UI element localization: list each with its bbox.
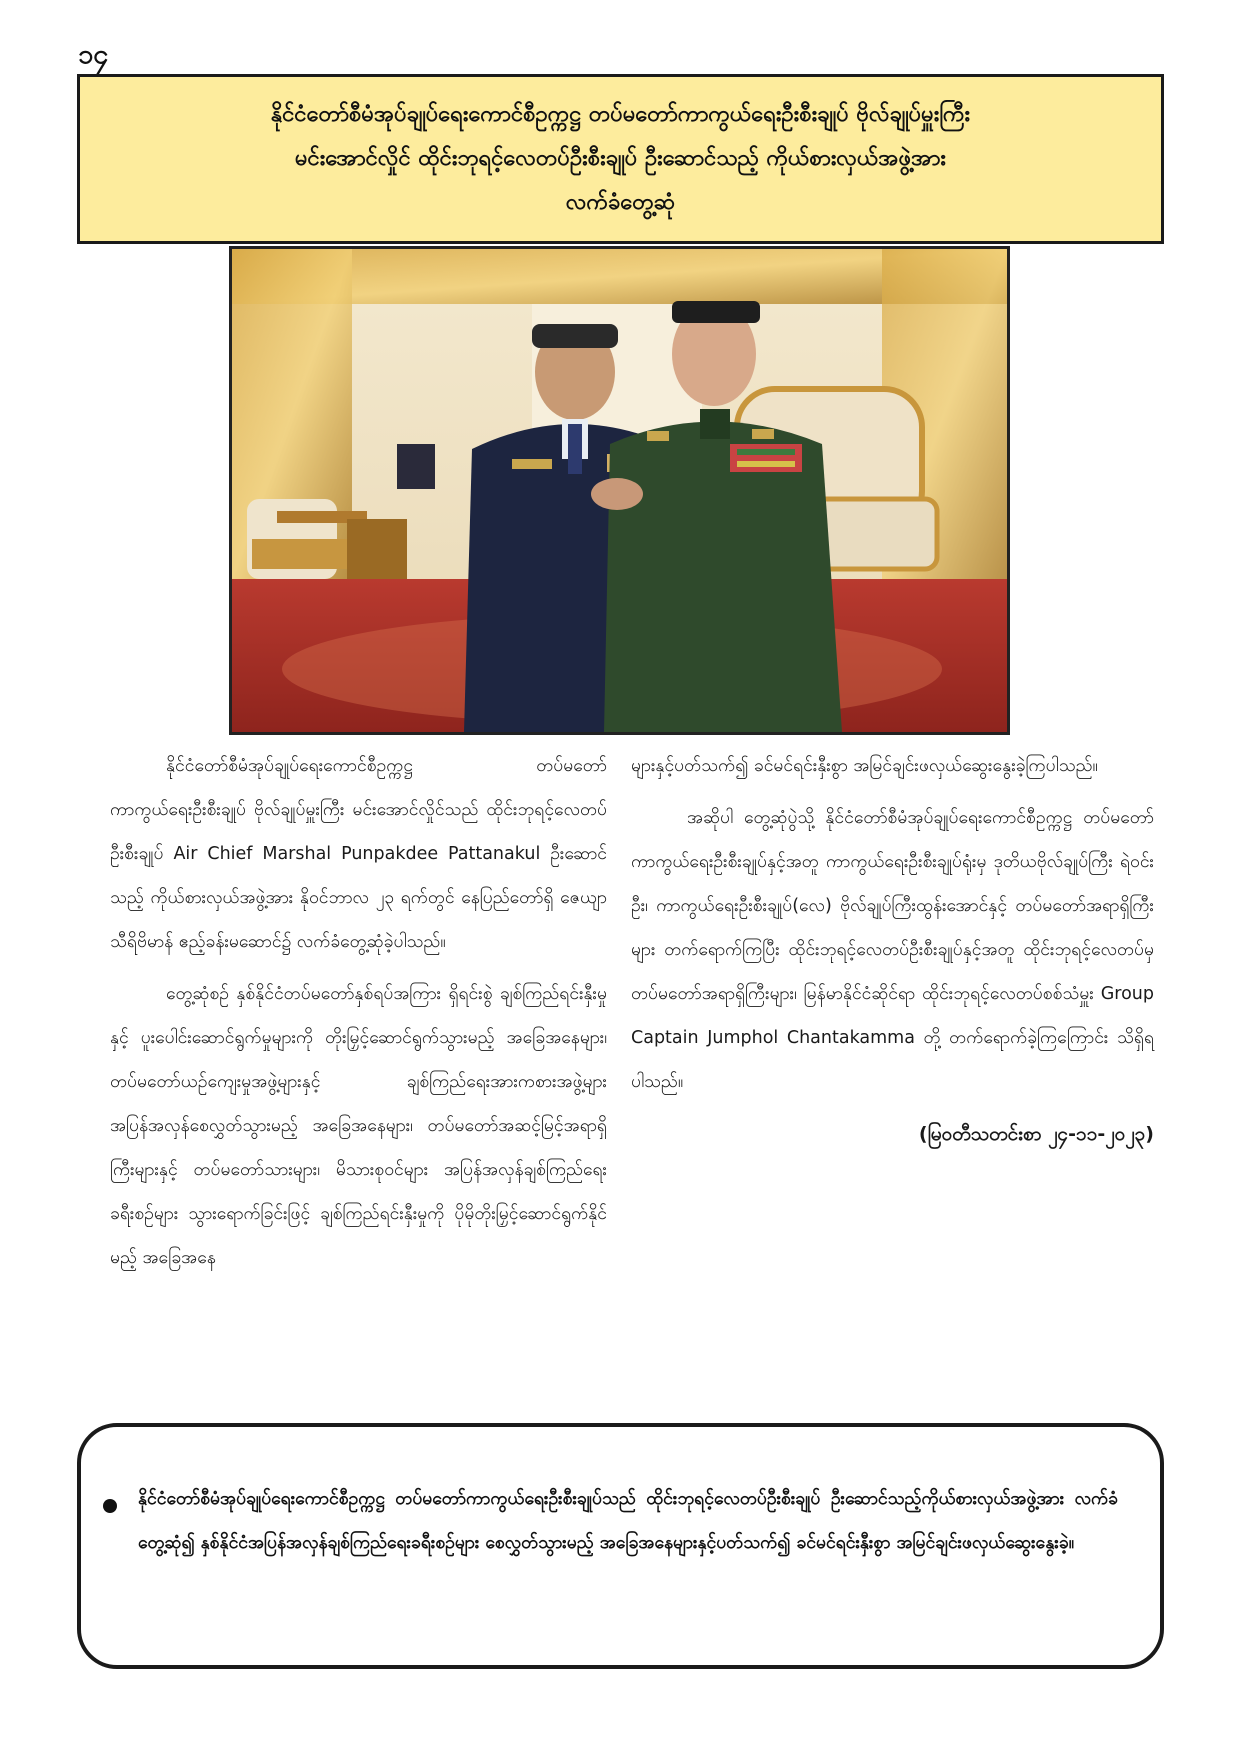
bullet-icon — [103, 1499, 117, 1513]
body-paragraph: နိုင်ငံတော်စီမံအုပ်ချုပ်ရေးကောင်စီဥက္ကဋ္ဌ တပ်မတော်ကာကွယ်ရေးဦးစီးချုပ် ဗိုလ်ချုပ်မှူးကြီး မင်းအောင်လှိုင်သည် ထိုင်းဘုရင့်လေတပ်ဦးစီးချုပ် Air Chief Marshal Punpakdee Pattanakul ဦးဆောင်သည့် ကိုယ်စားလှယ်အဖွဲ့အား နိုဝင်ဘာလ ၂၃ ရက်တွင် နေပြည်တော်ရှိ ဇေယျာသီရိဗိမာန် ဧည့်ခန်းမဆောင်၌ လက်ခံတွေ့ဆုံခဲ့ပါသည်။ — [110, 756, 607, 952]
summary-text: နိုင်ငံတော်စီမံအုပ်ချုပ်ရေးကောင်စီဥက္ကဋ္ဌ တပ်မတော်ကာကွယ်ရေးဦးစီးချုပ်သည် ထိုင်းဘုရင့်လေတပ်ဦးစီးချုပ် ဦးဆောင်သည့်ကိုယ်စားလှယ်အဖွဲ့အား လက်ခံတွေ့ဆုံ၍ နှစ်နိုင်ငံအပြန်အလှန်ချစ်ကြည်ရေးခရီးစဉ်များ စေလွှတ်သွားမည့် အခြေအနေများနှင့်ပတ်သက်၍ ခင်မင်ရင်းနှီးစွာ အမြင်ချင်းဖလှယ်ဆွေးနွေးခဲ့။ — [138, 1489, 1118, 1553]
headline-line: နိုင်ငံတော်စီမံအုပ်ချုပ်ရေးကောင်စီဥက္ကဋ္ဌ တပ်မတော်ကာကွယ်ရေးဦးစီးချုပ် ဗိုလ်ချုပ်မှူးကြီး — [270, 102, 971, 127]
headline-line: မင်းအောင်လှိုင် ထိုင်းဘုရင့်လေတပ်ဦးစီးချုပ် ဦးဆောင်သည့် ကိုယ်စားလှယ်အဖွဲ့အား — [294, 146, 946, 171]
body-paragraph: တွေ့ဆုံစဉ် နှစ်နိုင်ငံတပ်မတော်နှစ်ရပ်အကြား ရှိရင်းစွဲ ချစ်ကြည်ရင်းနှီးမှုနှင့် ပူးပေါင်းဆောင်ရွက်မှုများကို တိုးမြှင့်ဆောင်ရွက်သွားမည့် အခြေအနေများ၊ တပ်မတော်ယဉ်ကျေးမှုအဖွဲ့များနှင့် ချစ်ကြည်ရေးအားကစားအဖွဲ့များ အပြန်အလှန်စေလွှတ်သွားမည့် အခြေအနေများ၊ တပ်မတော်အဆင့်မြင့်အရာရှိကြီးများနှင့် တပ်မတော်သားများ၊ မိသားစုဝင်များ အပြန်အလှန်ချစ်ကြည်ရေးခရီးစဉ်များ သွားရောက်ခြင်းဖြင့် ချစ်ကြည်ရင်းနှီးမှုကို ပိုမိုတိုးမြှင့်ဆောင်ရွက်နိုင်မည့် အခြေအနေ — [110, 984, 607, 1268]
left-column — [110, 744, 607, 1288]
right-column — [631, 744, 1154, 1156]
body-paragraph: အဆိုပါ တွေ့ဆုံပွဲသို့ နိုင်ငံတော်စီမံအုပ်ချုပ်ရေးကောင်စီဥက္ကဋ္ဌ တပ်မတော်ကာကွယ်ရေးဦးစီးချုပ်နှင့်အတူ ကာကွယ်ရေးဦးစီးချုပ်ရုံးမှ ဒုတိယဗိုလ်ချုပ်ကြီး ရဲဝင်းဦး၊ ကာကွယ်ရေးဦးစီးချုပ်(လေ) ဗိုလ်ချုပ်ကြီးထွန်းအောင်နှင့် တပ်မတော်အရာရှိကြီးများ တက်ရောက်ကြပြီး ထိုင်းဘုရင့်လေတပ်ဦးစီးချုပ်နှင့်အတူ ထိုင်းဘုရင့်လေတပ်မှ တပ်မတော်အရာရှိကြီးများ၊ မြန်မာနိုင်ငံဆိုင်ရာ ထိုင်းဘုရင့်လေတပ်စစ်သံမှူး Group Captain Jumphol Chantakamma တို့ တက်ရောက်ခဲ့ကြကြောင်း သိရှိရပါသည်။ — [631, 808, 1154, 1092]
headline-line: လက်ခံတွေ့ဆုံ — [565, 190, 676, 215]
page-number: ၁၄ — [78, 39, 109, 70]
meeting-photo-illustration — [232, 249, 1007, 732]
source-credit: (မြဝတီသတင်းစာ ၂၄-၁၁-၂၀၂၃) — [918, 1123, 1154, 1145]
summary-box — [77, 1423, 1164, 1669]
headline-box — [77, 74, 1164, 244]
news-photo — [229, 246, 1010, 735]
body-paragraph: များနှင့်ပတ်သက်၍ ခင်မင်ရင်းနှီးစွာ အမြင်ချင်းဖလှယ်ဆွေးနွေးခဲ့ကြပါသည်။ — [631, 756, 1098, 776]
